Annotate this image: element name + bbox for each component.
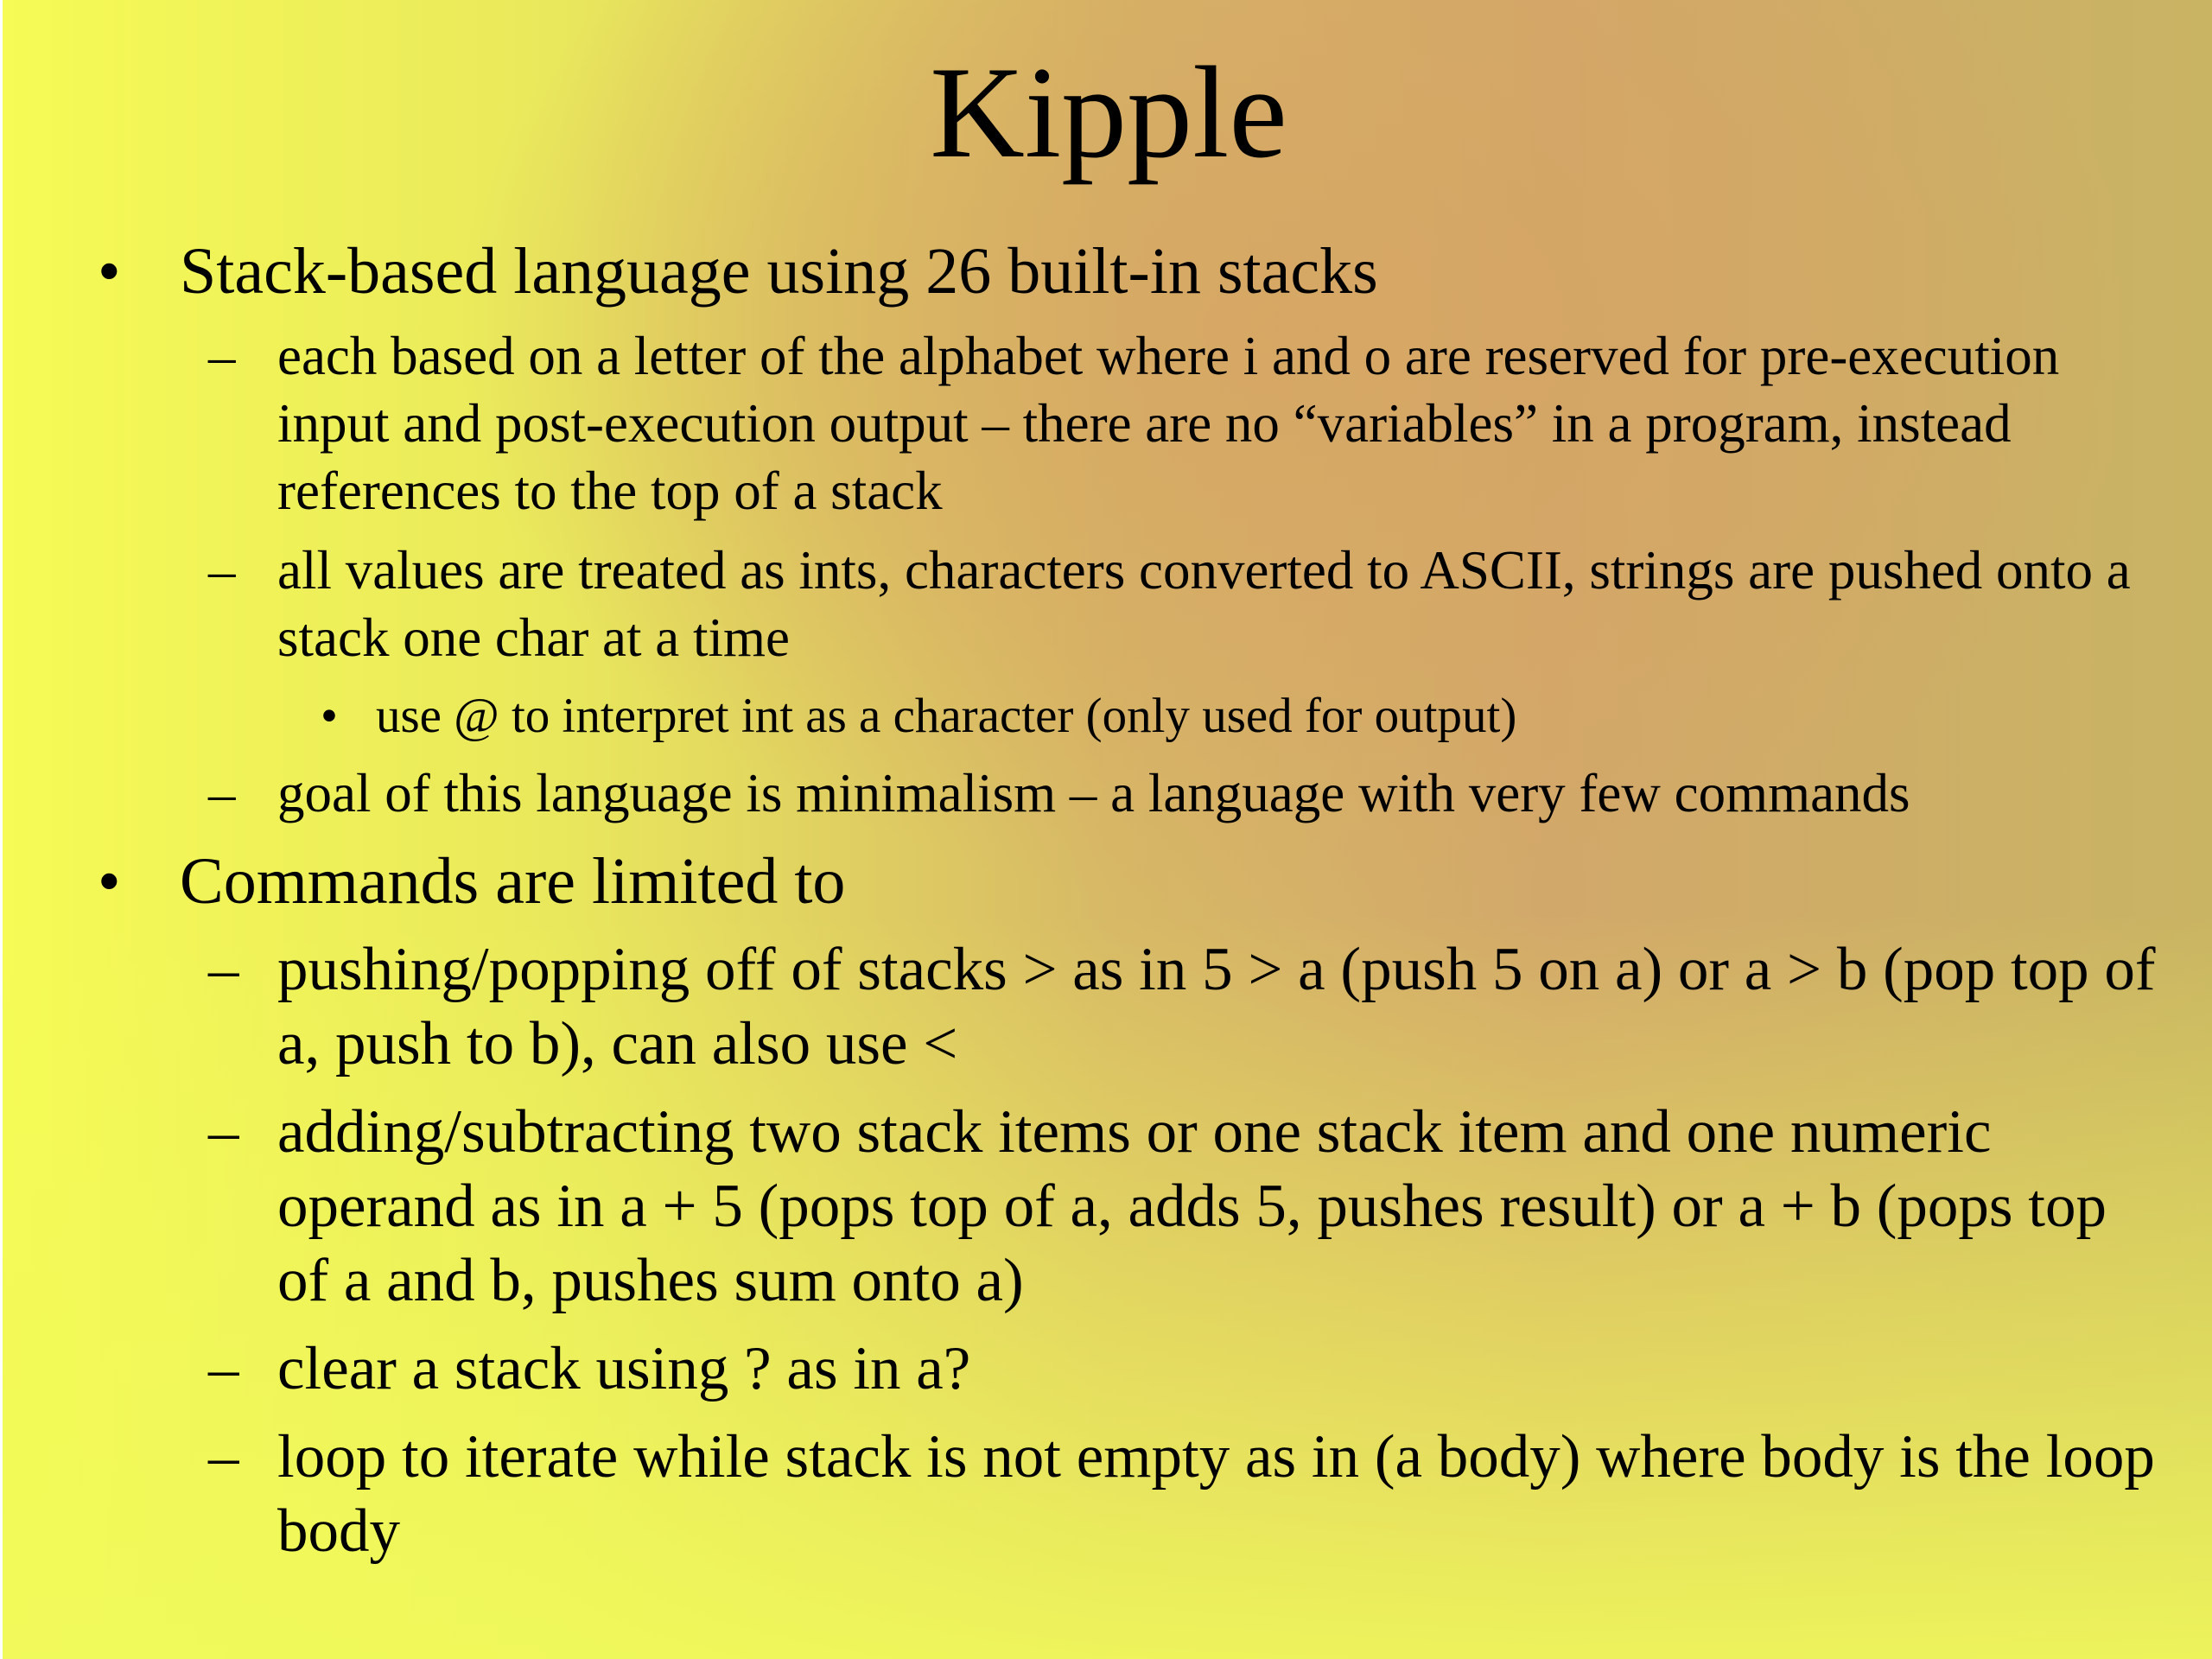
- sub-bullet-item: [3, 1095, 2212, 1318]
- dash-marker: –: [208, 763, 236, 823]
- sub-bullet-item: [3, 760, 2212, 827]
- sub-sub-bullet-text: use @ to interpret int as a character (only used for output): [376, 689, 1517, 743]
- sub-bullet-text: clear a stack using ? as in a?: [277, 1335, 971, 1402]
- sub-bullet-text: adding/subtracting two stack items or one stack item and one numeric operand as in a + 5 (pops top of a, adds 5, pushes result) or a + b (pops top of a and b, pushes sum onto a): [277, 1098, 2107, 1314]
- bullet-item: [3, 839, 2212, 1568]
- slide-title: Kipple: [930, 40, 1287, 185]
- bullet-marker: •: [321, 689, 338, 743]
- dash-marker: –: [208, 326, 236, 386]
- sub-bullet-item: [3, 932, 2212, 1081]
- sub-bullet-item: [3, 1332, 2212, 1406]
- dash-marker: –: [208, 936, 239, 1003]
- sub-bullet-text: each based on a letter of the alphabet where i and o are reserved for pre-execution input and post-execution output – there are no “variables” in a program, instead references to the top of a stack: [277, 326, 2060, 521]
- sub-bullet-item: [3, 322, 2212, 524]
- sub-bullet-text: all values are treated as ints, characters converted to ASCII, strings are pushed onto a stack one char at a time: [277, 540, 2131, 668]
- dash-marker: –: [208, 1335, 239, 1402]
- bullet-text: Commands are limited to: [180, 845, 846, 918]
- bullet-marker: •: [98, 235, 121, 308]
- bullet-text: Stack-based language using 26 built-in stacks: [180, 235, 1378, 308]
- bullet-item: [3, 229, 2212, 827]
- sub-bullet-text: goal of this language is minimalism – a language with very few commands: [277, 763, 1910, 823]
- bullet-marker: •: [98, 845, 121, 918]
- dash-marker: –: [208, 540, 236, 601]
- sub-bullet-text: loop to iterate while stack is not empty as in (a body) where body is the loop body: [277, 1423, 2155, 1565]
- sub-bullet-text: pushing/popping off of stacks > as in 5 > a (push 5 on a) or a > b (pop top of a, push to b), can also use <: [277, 936, 2156, 1077]
- bullet-list: [3, 229, 2212, 1582]
- sub-sub-bullet-item: [3, 685, 2163, 747]
- sub-bullet-item: [3, 537, 2212, 747]
- sub-sub-bullet-list: [277, 685, 2163, 747]
- dash-marker: –: [208, 1423, 239, 1491]
- sub-bullet-item: [3, 1420, 2212, 1568]
- sub-bullet-list: [180, 322, 2212, 827]
- dash-marker: –: [208, 1098, 239, 1166]
- sub-bullet-list: [180, 932, 2212, 1568]
